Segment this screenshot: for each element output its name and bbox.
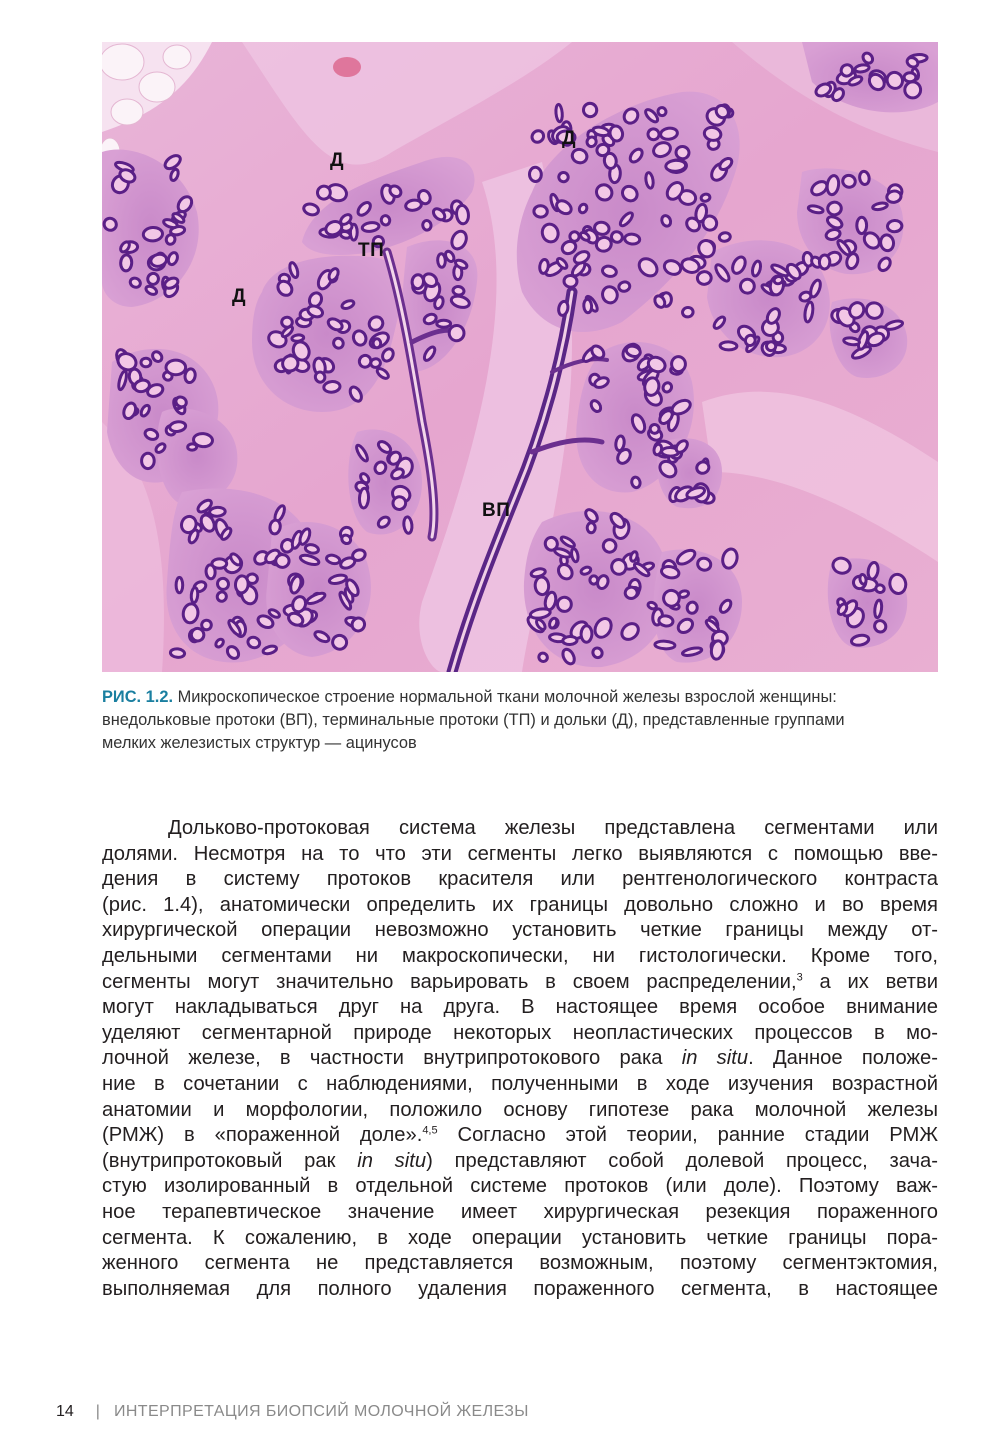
acinus [305, 544, 320, 555]
acinus [191, 587, 199, 603]
acinus [854, 64, 869, 73]
body-segment: Согласно этой теории, ранние стадии РМЖ [437, 1124, 938, 1147]
label-d-right: Д [562, 128, 577, 149]
acinus [720, 342, 737, 351]
acinus [563, 275, 577, 288]
acinus [773, 276, 783, 285]
acinus [539, 259, 549, 274]
body-line: стую изолированный в отдельной системе протоков (или доле). Поэтому важ- [102, 1175, 938, 1198]
body-line [102, 1123, 938, 1149]
body-line: дения в систему протоков красителя или рентгенологического контраста [102, 868, 938, 891]
acinus [874, 600, 883, 618]
body-line: женного сегмента не представляется возможным, поэтому сегментэктомия, [102, 1252, 938, 1275]
body-segment: сегменты могут значительно варьировать в своем распределении, [102, 970, 797, 993]
footnote-ref-4-5: 4,5 [422, 1124, 438, 1137]
acinus [275, 554, 290, 569]
body-line: хирургической операции невозможно установить четкие границы между от- [102, 919, 938, 942]
acinus [904, 73, 916, 82]
caption-line-3: мелких железистых структур — ацинусов [102, 734, 417, 752]
acinus [645, 172, 654, 189]
body-line [102, 1149, 938, 1175]
acinus [557, 597, 571, 611]
acinus [362, 222, 380, 233]
acinus [142, 453, 155, 468]
caption-text-1: Микроскопическое строение нормальной ткани молочной железы взрослой женщины: [177, 688, 837, 706]
body-line: уделяют сегментарной природе некоторых неопластических процессов в мо- [102, 1021, 938, 1044]
caption-label: РИС. 1.2. [102, 688, 173, 706]
acinus [671, 356, 686, 372]
label-d-top: Д [330, 150, 345, 171]
acinus [687, 602, 698, 614]
acinus [235, 575, 249, 593]
body-segment: лочной железе, в частности внутрипротокового рака [102, 1047, 663, 1070]
acinus [403, 517, 413, 534]
acinus [859, 574, 867, 585]
acinus [456, 205, 470, 225]
body-line: дельными сегментами ни макроскопически, ни гистологически. Кроме того, [102, 944, 938, 967]
body-line: долями. Несмотря на то что эти сегменты легко выявляются с помощью вве- [102, 842, 938, 865]
acinus [165, 234, 176, 245]
acinus [658, 615, 674, 627]
body-segment: ) представляют собой долевой процесс, зача- [426, 1149, 938, 1172]
acinus [719, 232, 731, 242]
body-line: могут накладываться друг на друга. В настоящее время особое внимание [102, 996, 938, 1019]
acinus [206, 564, 216, 579]
italic-term: in situ [357, 1149, 427, 1172]
acinus [170, 648, 185, 658]
acinus [529, 167, 542, 182]
acinus [859, 171, 870, 186]
acinus [596, 143, 611, 157]
acinus [437, 320, 451, 327]
acinus [449, 325, 465, 341]
acinus [188, 444, 197, 451]
figure-caption [102, 686, 942, 755]
page-footer [56, 1403, 529, 1421]
acinus [875, 584, 885, 593]
acinus [558, 171, 570, 183]
acinus [169, 421, 186, 433]
acinus [555, 104, 563, 122]
body-line: ние в сочетании с наблюдениями, полученными в ходе изучения возрастной [102, 1072, 938, 1095]
acinus [534, 576, 549, 595]
acinus [340, 230, 351, 239]
acinus [184, 368, 196, 383]
label-vp: ВП [482, 500, 511, 521]
acinus [569, 231, 580, 242]
micrograph-image [102, 42, 938, 672]
acinus [166, 360, 186, 375]
body-line [102, 1046, 938, 1072]
acinus [843, 337, 860, 346]
body-segment: (РМЖ) в «пораженной доле». [102, 1124, 423, 1147]
acinus [660, 127, 678, 140]
acinus [182, 603, 199, 624]
acinus [209, 507, 225, 517]
acinus [675, 145, 690, 159]
acinus [766, 342, 776, 351]
acinus [583, 299, 592, 313]
body-segment: а их ветви [802, 970, 938, 993]
acinus [359, 488, 369, 508]
acinus [269, 519, 281, 534]
acinus [618, 281, 631, 293]
acinus [563, 636, 578, 645]
acinus [904, 81, 921, 98]
acinus [682, 307, 694, 318]
acinus [647, 128, 661, 142]
acinus [422, 220, 432, 231]
body-line [102, 970, 938, 996]
acinus [655, 641, 675, 650]
acinus [886, 190, 902, 203]
footer-separator: | [95, 1403, 100, 1420]
acinus [544, 536, 559, 552]
acinus [176, 577, 183, 592]
body-paragraph [102, 816, 938, 1302]
page-number: 14 [56, 1403, 74, 1420]
acinus [314, 371, 326, 383]
acinus [587, 523, 595, 533]
acinus [120, 255, 132, 272]
label-d-left: Д [232, 286, 247, 307]
acinus [381, 215, 391, 226]
acinus [141, 358, 151, 367]
acinus [827, 201, 842, 215]
acinus [323, 381, 340, 393]
acinus [452, 286, 464, 296]
body-line: (рис. 1.4), анатомически определить их границы довольно сложно и во время [102, 893, 938, 916]
histology-figure [102, 42, 938, 672]
acinus [281, 317, 293, 328]
acinus [143, 227, 163, 242]
body-line: Дольково-протоковая система железы представлена сегментами или [168, 817, 938, 839]
acinus [857, 217, 867, 233]
body-line: анатомии и морфологии, положило основу гипотезе рака молочной железы [102, 1098, 938, 1121]
acinus [665, 160, 686, 172]
acinus [697, 271, 712, 285]
acinus [373, 339, 381, 348]
acinus [624, 233, 640, 244]
body-line: сегмента. К сожалению, в ходе операции установить четкие границы пора- [102, 1226, 938, 1249]
caption-line-1 [102, 686, 942, 709]
body-segment: . Данное положе- [748, 1047, 939, 1070]
acinus [880, 234, 895, 252]
body-line: ное терапевтическое значение имеет хирургическая резекция пораженного [102, 1200, 938, 1223]
label-tp: ТП [358, 240, 385, 261]
acinus [700, 193, 710, 202]
italic-term: in situ [681, 1047, 749, 1070]
acinus [819, 255, 830, 269]
acinus [624, 586, 638, 599]
body-segment: (внутрипротоковый рак [102, 1149, 336, 1172]
acinus [581, 626, 592, 643]
acinus [631, 476, 641, 488]
body-line: выполняемая для полного удаления пораженного сегмента, в настоящее [102, 1277, 938, 1300]
acinus [887, 220, 902, 232]
footnote-ref-3: 3 [796, 970, 803, 983]
acinus [412, 274, 425, 289]
caption-line-2: внедольковые протоки (ВП), терминальные протоки (ТП) и дольки (Д), представленные группами [102, 711, 845, 729]
running-title: ИНТЕРПРЕТАЦИЯ БИОПСИЙ МОЛОЧНОЙ ЖЕЛЕЗЫ [113, 1403, 529, 1420]
acinus [534, 205, 548, 217]
